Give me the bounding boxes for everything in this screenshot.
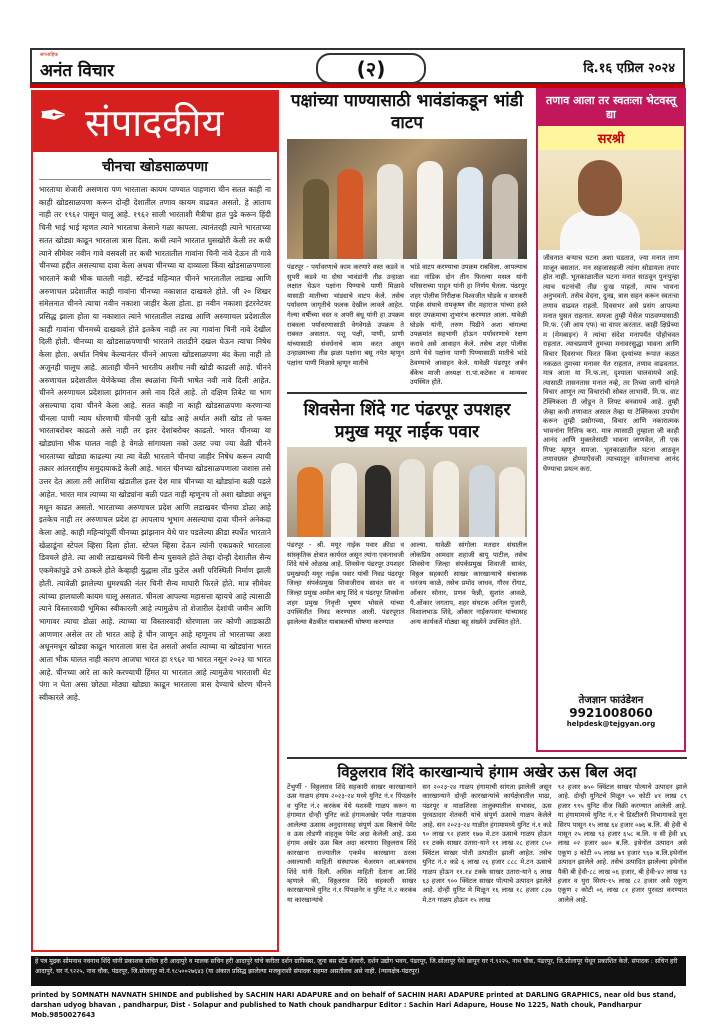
masthead xyxy=(30,48,685,84)
sidebar-footer xyxy=(538,690,684,730)
story2-headline: शिवसेना शिंदे गट पंढरपूर उपशहर प्रमुख मयूर नाईक पवार xyxy=(287,392,527,443)
issue-date: दि.१६ एप्रिल २०२४ xyxy=(583,61,675,76)
story1-col2: भांडे वाटप करण्याचा उपक्रम राबविला. आपल्याच वडा नांडिक दोन तीन फिरल्या मसल यांनी परिसराच्या पाहून यांनी हा निर्णय घेतला. पंढरपूर शहर पोलीस निरीक्षक विश्वजीत घोडके व वारकरी पाईक संघाचे रामकृष्ण वीर महाराज यांच्या हस्ते सदर उपक्रमाचा शुभारंभ करण्यात आला. यावेळी घोडके यांनी, तरुण पिढीने अशा चांगल्या उपक्रमांत सहभागी होऊन पर्यावरणाचे रक्षण करावे असे आवाहन केले. तसेच शहर पोलीस ठाणे येथे पक्षांना पाणी पिण्यासाठी मातीचे भांडे ठेवण्याचे आवाहन केले. यावेळी पंढरपूर अर्बन बँकेच माजी अध्यक्ष रा.पां.कटेकर व मान्यवर उपस्थित होते. xyxy=(410,263,527,387)
editorial-header xyxy=(33,92,277,152)
story2-col2: आल्या. यावेळी सांगोला मतदार संघातील लोकप्रिय आमदार शहाजी बापू पाटील, तसेच शिवसेना जिल्हा संपर्कप्रमुख शिवाजी सावंत, विठ्ठल सहकारी साखर कारखान्याचे संचालक धनंजय काळे, तसेच प्रमोद जाधव, गौरव रोंगाट, ओंकार सोनार, प्रणव फेन्नी, सुशांत आवळे, पै.ओंकार जगताप, शहर संघटक अनिल पुजारी, विशालभाऊ शिंदे, ओंकार नाईकपवार यांच्यासह अन्य कार्यकर्ते मोठ्या बहू संख्येने उपस्थित होते. xyxy=(410,541,527,626)
story1-photo xyxy=(287,139,527,259)
story1-text xyxy=(287,263,527,387)
story3-text xyxy=(287,783,687,951)
editorial-headline: चीनचा खोडसाळपणा xyxy=(39,152,271,180)
sidebar-author: सरश्री xyxy=(538,126,684,150)
sidebar-body: जीवनात बऱ्याच घटना अशा घडतात, ज्या मनात ताण माजून बसतात. मन सहजासहजी त्यांना सोडायला तयार होत नाही. भूतकाळातील घटना मनात साठवून पुनःपुन्हा त्याच घटनांची तीव्र दुःख पाहतो, त्याच भावना अनुभवतो. तसेच वेदना, दुःख, त्रास सहन करून स्वतःचा तणाव वाढवत राहतो. दिवसभर असे प्रसंग आपल्या मनात घुसत राहतात. समजा तुम्ही मेसेज पाठवण्यासाठी मि.फ. (जी आय एफ) चा वापर करतात. काही क्षिप्रेच्या म (मेमबाइन) ने त्यांचा संदेश मनापर्यंत पोहोचवत राहतात. त्याचप्रमाणे तुमच्या मनावरसुद्धा भावना आणि विचार दिवसभर फिरत किंवा दृश्यांच्या रूपात कळत नकळत तुमच्या मनावर येत राहतात, तणाव वाढवतात. मात्र आता या नि.फ.ला, दृश्याला घालवायचे आहे. त्यासाठी तासनतास मनात नव्हे, तर तिच्या जागी चांगले विचार आणून त्या विचारांची सोबत लाभावी. मि.फ. वाट टेक्निकला टी जोडून ते लिफ्ट बनवायचे आहे. तुम्ही जेव्हा कधी तणावात असाल तेव्हा या टेक्निकचा उपयोग करून तुम्ही प्रसोगच्या, विचार आणि नकारात्मक भावनांना रिलिफ करा. मात्र त्यासाठी तुम्हाला जी काही आनंद आणि मुक्ततेसाठी भावना जाणवेल, ती एक गिफ्ट म्हणून समजा. भूतकाळातील घटना आठवून तणावग्रस्त होण्याऐवजी त्याच्यातून वर्तमानाचा आनंद घेण्याचा प्रयत्न करा. xyxy=(543,254,679,474)
story2-text xyxy=(287,541,527,643)
story1-col1: पंढरपूर - पर्यावरणाचे काम करणारे वस्त कडवे व सुपरी कडवे या दोघा भावंडांनी तीव्र उन्हाळा लक्षात घेऊन पक्षांना पिण्याचे पाणी मिळावे यासाठी मातीच्या भांड्याचे वाटप केले. तसेच पर्यावरण जागृतीचे फलक देखील लावले आहेत. गेल्या वर्षीच्या वस्त व अपरी बंधू यांनी हा उपक्रम राबवला पर्यावरणासाठी वेगवेगळे उपक्रम ते राबवत असतात. पशू पक्षी, पाणी, प्राणी यांच्यासाठी संवर्धनाचे काम करत असून उन्हाळ्याच्या तीव्र झळा पक्षांना बसू नयेत म्हणून पक्षांना पाणी मिळावे म्हणून मातीचे xyxy=(287,263,404,367)
sidebar-phone: 9921008060 xyxy=(569,706,653,720)
publication-tag: साप्ताहिक xyxy=(40,52,59,58)
sidebar-email: helpdesk@tejgyan.org xyxy=(566,720,656,728)
story2-col1: पंढरपूर - श्री. मयूर नाईक पवार क्रीडा व सांस्कृतिक क्षेत्रात कार्यरत असून त्यांना एकनाथजी शिंदे यांचे ओळख आहे. शिवसेना पंढरपूर उपशहर प्रमुखपदी मयूर नाईक पवार यांची निवड पंढरपूर जिल्हा संपर्कप्रमुख शिवाजीराव सावंत सर व जिल्हा प्रमुख अमोल बापू शिंदे व पंढरपूर शिवसेना शहर प्रमुख निवृत्ती भूषण भोसले यांच्या उपस्थितीत निवड करण्यात आली. पंढरपूरात झालेल्या बैठकीत याबाबतची घोषणा करण्यात xyxy=(287,541,404,626)
pen-icon: ✒ xyxy=(39,96,68,136)
printer-line: printed by SOMNATH NAVNATH SHINDE and published by SACHIN HARI ADAPURE and on behalf of SACHIN HARI ADAPURE printed at DARLING GRAPHICS, near old bus stand, darshan udyog bhavan , pandharpur, Dist - Solapur and published to Nath chouk pandharpur Editor : Sachin Hari Adapure, House No 1225, Nath chouk, Pandharpur Mob.9850027643 xyxy=(31,991,677,1019)
story3-headline: विठ्ठलराव शिंदे कारखान्याचे हंगाम अखेर ऊस बिल अदा xyxy=(287,757,687,782)
publication-title: अनंत विचार xyxy=(40,61,115,81)
editorial-column xyxy=(31,90,279,952)
author-portrait xyxy=(538,150,684,250)
story3-col3: ९२ हजार ७५० क्विंटल साखर पोत्याचे उत्पादन झाले आहे. दोन्ही युनिटचे मिळून ५० कोटी ४१ लाख ८९ हजार ९९५ युनिट वीज विक्री करण्यात आलेली आहे. या हंगामामध्ये युनिट नं.१ चे डिस्टीलरी विभागाकडे युरा सिरप पासून १५ लाख ६४ हजार ०७६ ब.लि. बी हेवी चे पासून २५ लाख ९३ हजार ६५८ ब.लि. व सी हेवी ४६ लाख ०२ हजार ७४० ब.लि. इथेनॉल उत्पादन असे एकूण ३ कोटी ०५ लाख ७९ हजार ९६७ ब.लि.इथेनॉल उत्पादन झालेले आहे. तसेच उत्पादित झालेल्या इथेनॉल पैकी बी हेवी-८८ लाख ०६ हजार, बी हेवी-४२ लाख ९३ हजार व युरा सिरप-१५ लाख ८२ हजार असे एकूण एकूण २ कोटी ०६ लाख ८१ हजार पुरवठा करण्यात आलेले आहे. xyxy=(557,783,687,904)
editorial-body: भारताचा शेजारी असणारा पण भारताला कायम पाण्यात पाहणारा चीन सतत काही ना काही खोडसाळपणा करून दोन्ही देशातील तणाव कायम वाढवत असतो. हे आताच नाही तर १९६२ पासून चालू आहे. १९६२ साली भारताशी मैत्रीचा हात पुढे करून हिंदी चिनी भाई भाई म्हणत त्याने भारताचा केसाने गळा कापला. त्यानंतरही त्याने भारताच्या सतत खोड्या काढून भारताला त्रास दिला. कधी त्याने भारतात घुसखोरी केली तर कधी त्याने सीमेवर नवीन गावे वसवली तर कधी भारतातील गावांना चिनी नावे देऊन ती गावे चीनच्या हद्दीत असल्याचा दावा केला अथवा चीनच्या या दाव्याला किंवा खोडसाळपणाला भारताने कधी भीक घातली नाही. स्टॅन्डर्ड महिन्यात चीनने भारतातील लडाख आणि अरुणाचल प्रदेशातील काही गावांना चीनच्या नकाशात दाखवले होते. जी २० शिखर संमेलनात चीनने त्याचा नवीन नकाशा जाहीर केला होता. हा नवीन नकाशा इंटरनेटवर प्रसिद्ध झाला होता या नकाशात त्याने भारतातील लडाख आणि अरुणाचल प्रदेशातील काही गावांना चीनमध्ये दाखवले होते इतकेच नाही तर त्या गावांना चिनी नावे देखील दिली होती. चीनच्या या खोडसाळपणाची भारताने तातडीने दखल घेऊन त्याचा निषेध केला होता. अर्थात निषेध केल्यानंतर चीनने आपला खोडसाळपणा बंद केला नाही तो अजूनही चालूच आहे. आताही चीनने भारतीय अशीच नवी खोडी काढली आहे. चीनने अरुणाचल प्रदेशातील येणेकेच्या तीस स्थळांना चिनी भाषेत नवी नावे दिली आहेत. चीनने अरुणाचल प्रदेशाला झांगनान असे नाव दिले आहे. तो दक्षिण तिबेट चा भाग असल्याचा दावा चीनने केला आहे. सतत काही ना काही खोडसाळपणा करणाऱ्या चीनला पाणी न्याय धोरणाची चीनची जुनी खोड आहे अर्थात अशी खोड तो फक्त भारताबरोबर काढतो असे नाही तर इतर देशांबरोबर काढतो. भारत चीनच्या या खोड्यांना भीक घालत नाही हे वेगळे सांगायला नको उलट ज्या ज्या वेळी चीनने भारताच्या खोड्या काढल्या त्या त्या वेळी भारताने चीनचा जाहीर निषेध करून त्याची तक्रार आंतरराष्ट्रीय समुदायाकडे केली आहे. भारत चीनच्या खोडसाळपणाला जशास तसे उत्तर देत आला तरी आशिया खंडातील इतर देश मात्र चीनच्या या खोड्यांना बळी पडले आहेत. भारत मात्र त्याच्या या खोड्यांना बळी पडत नाही म्हणूनच तो अशा खोड्या अधून मधून काढत असतो. भारताच्या अरुणाचल प्रदेश आणि लडाखवर चीनचा डोळा आहे इतकेच नाही तर अरुणाचल प्रदेश हा आपलाच भूभाग असल्याचा दावा चीनने अनेकदा केला आहे. काही महिन्यांपूर्वी चीनच्या झांझनान येथे पार पडलेल्या क्रीडा स्पर्धेत भारताने खेळाडूंना स्टेपल व्हिसा दिला होता. स्टेपल व्हिसा देऊन त्यांनी एकप्रकारे भारताला डिवचले होते. त्या आधी लडाखमध्ये चिनी सैन्य घुसवले होते तेव्हा दोन्ही देशातील सैन्य एकमेकांपुढे उभे ठाकले होते केव्हाही युद्धास तोंड फुटेल अशी परिस्थिती निर्माण झाली होती. त्यावेळी झालेल्या धुमश्चक्री नंतर चिनी सैन्य माघारी फिरले होते. मात्र सीमेवर त्यांच्या हालचाली कायम चालू असतात. चीनला आपल्या महासत्ता व्हायचे आहे त्यासाठी त्याने विस्तारवादी भूमिका स्वीकारली आहे त्यामुळेच तो शेजारील देशांची जमीन आणि भागावर त्याचा डोळा आहे. त्याच्या या विस्तारवादी धोरणाला जर कोणी आडकाठी आणणार असेल तर तो भारत आहे हे चीन जाणून आहे म्हणूनच तो भारताच्या अशा अधूनमधून खोड्या काढून भारताला त्रास देत असतो अर्थात त्याच्या या खोड्यांना भारत आता भीक घालत नाही कारण आजचा भारत हा १९६२ चा भारत नसून २०२३ चा भारत आहे. चीनच्या आरे ला कारे करण्याची हिंमत या भारतात आहे त्यामुळेच भारताशी थेट पंगा न घेता असा छोट्या मोठ्या खोड्या काढून भारताला त्रास देण्याचे धोरण चीनने स्वीकारले आहे. xyxy=(39,185,271,703)
story3-col2: सन २०२३-२४ गाळप हंगामाची सांगता झालेली असून कारखान्याने दोन्ही कारखान्यांचे कार्यक्षेत्रातील माढा, पंढरपूर व माळशिरस तालुक्यातील सभासद, ऊस पुरवठादार शेतकरी यांचे संपूर्ण ऊसाचे गाळप केलेले आहे. सन २०२३-२४ गाळीत हंगामामध्ये युनिट नं.१ कडे ९० लाख ९२ हजार १७७ मे.टन ऊसाचे गाळप होऊन ११ टक्के साखर उतारा-याने ११ लाख २८ हजार ८५० क्विंटल साखर पोती उत्पादीत झाली आहेत. तसेच युनिट नं.२ कडे ६ लाख २६ हजार ८८८ मे.टन ऊसाचे गाळप होऊन ११.१४ टक्के साखर उतारा-याने ६ लाख ६३ हजार ९०० क्विंटल साखर पोत्याचे उत्पादन झालेले आहे. दोन्ही युनिट मे मिळून १६ लाख १८ हजार ८३७ मे.टन गाळप होऊन १५ लाख xyxy=(422,783,552,904)
middle-column xyxy=(287,90,527,643)
publication-brand xyxy=(40,52,114,81)
sidebar-org: तेजज्ञान फाउंडेशन xyxy=(578,695,644,706)
sidebar-headline: तणाव आला तर स्वतःला भेटवस्तू द्या xyxy=(538,90,684,126)
story2-photo xyxy=(287,447,527,537)
story1-headline: पक्षांच्या पाण्यासाठी भावंडांकडून भांडी वाटप xyxy=(290,91,524,133)
story3-col1: टेंभुर्णी - विठ्ठलराव शिंदे सहकारी साखर कारखान्याने ऊस गाळप हंगाम २०२३-२४ मध्ये युनिट नं.१ पिंपळनेर व युनिट नं.२ करकंब येथे यशस्वी गाळप करून या हंगामात दोन्ही युनिट कडे हंगामअखेर पर्यंत गाळपास आलेल्या ऊसास अनुदानासह संपूर्ण ऊस बिलाचे पेमेंट व ऊस तोडणी वाहतूक पेमेंट अदा केलेली आहे. ऊस हंगाम अखेर ऊस बिल अदा करणारा विठ्ठलराव शिंदे कारखाना राज्यातील एकमेव कारखाना ठरला असल्याची माहिती संस्थापक चेअरमन आ.बबनराव शिंदे यांनी दिली. अधिक माहिती देताना आ.शिंदे म्हणाले की, विठ्ठलराव शिंदे सहकारी साखर कारखान्याचे युनिट नं.१ पिंपळनेर व युनिट नं.२ करकंब या कारखान्यांचे xyxy=(287,783,417,904)
page-number: (२) xyxy=(316,53,426,84)
imprint-line: हे पत्र मुद्रक सोमनाथ नवनाथ शिंदे यांनी प्रकाशक सचिन हरी आदापुरे व मालक सचिन हरी आदापुरे यांचे करीता दर्शन ग्राफिक्स, जुना बस स्टँड शेजारी, दर्शन उद्योग भवन, पंढरपूर, जि.सोलापूर येथे छापून घर नं.९२२५, नाथ चौक, पंढरपूर, जि.सोलापूर येथून प्रकाशित केले. संपादक : सचिन हरी आदापुरे, घर नं.९२२५, नाथ चौक, पंढरपूर, जि.सोलापूर मो.नं.९८५००२७६४३ (या अंकात प्रसिद्ध झालेल्या मजकुराशी संपादक सहमत असतीलच असे नाही. (न्यायक्षेत्र-पंढरपूर) xyxy=(31,956,686,986)
editorial-section-title: संपादकीय xyxy=(85,101,224,145)
sidebar-column xyxy=(536,88,686,752)
